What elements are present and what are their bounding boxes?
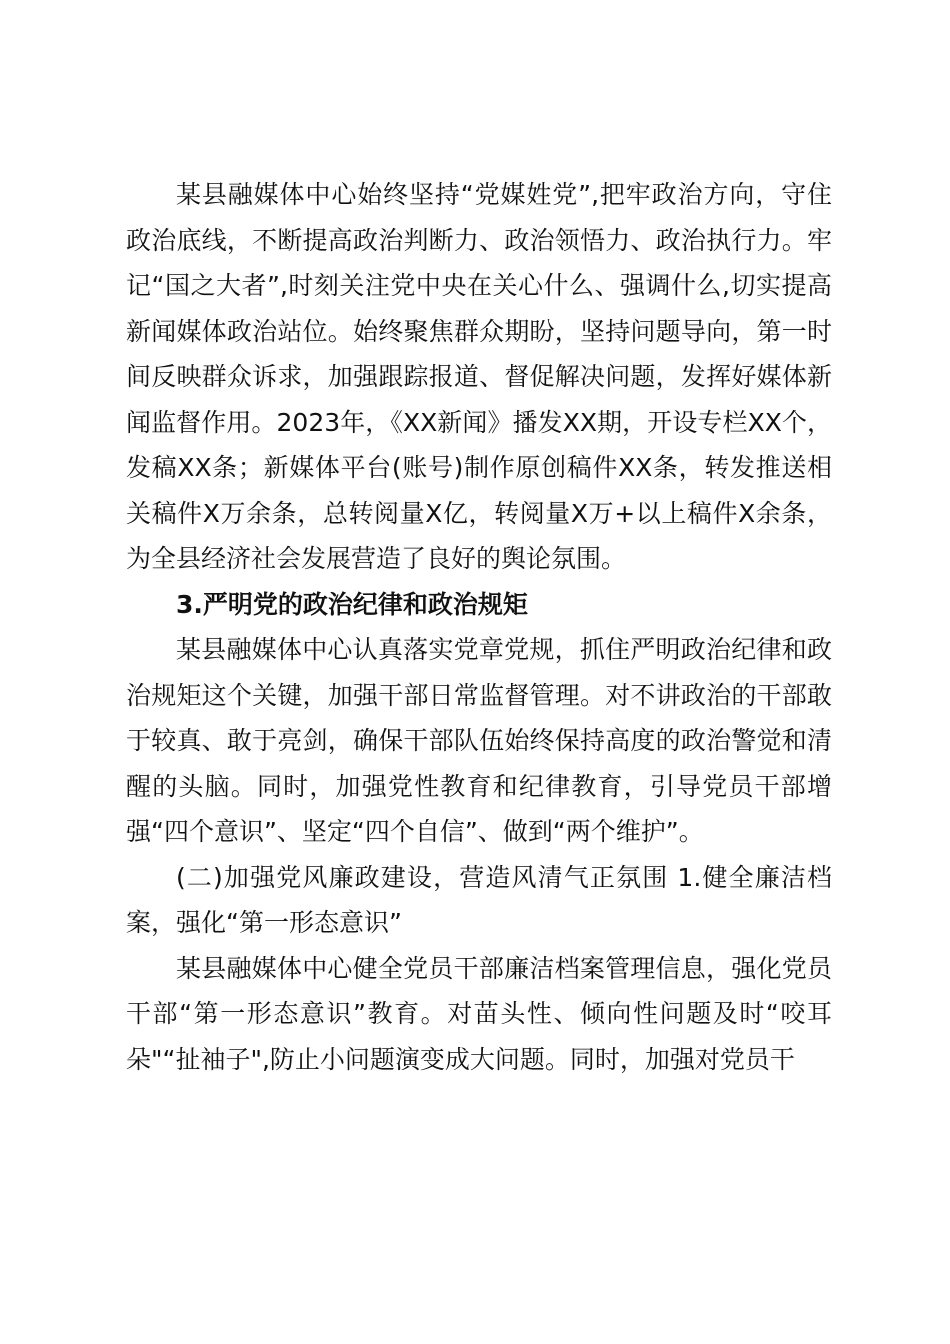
paragraph-integrity-archives: 某县融媒体中心健全党员干部廉洁档案管理信息，强化党员干部“第一形态意识”教育。对苗头性、倾向性问题及时“咬耳朵"“扯袖子",防止小问题演变成大问题。同时，加强对党员干 xyxy=(126,953,832,1074)
paragraph-integrity-heading: (二)加强党风廉政建设，营造风清气正氛围 1.健全廉洁档案，强化“第一形态意识” xyxy=(126,862,832,937)
document-body xyxy=(126,172,832,1082)
paragraph-political-discipline: 某县融媒体中心认真落实党章党规，抓住严明政治纪律和政治规矩这个关键，加强干部日常监督管理。对不讲政治的干部敢于较真、敢于亮剑，确保干部队伍始终保持高度的政治警觉和清醒的头脑。同时，加强党性教育和纪律教育，引导党员干部增强“四个意识”、坚定“四个自信”、做到“两个维护”。 xyxy=(126,635,832,846)
paragraph-media-politics: 某县融媒体中心始终坚持“党媒姓党”,把牢政治方向，守住政治底线，不断提高政治判断力、政治领悟力、政治执行力。牢记“国之大者”,时刻关注党中央在关心什么、强调什么,切实提高新闻媒体政治站位。始终聚焦群众期盼，坚持问题导向，第一时间反映群众诉求，加强跟踪报道、督促解决问题，发挥好媒体新闻监督作用。2023年，《XX新闻》播发XX期，开设专栏XX个，发稿XX条；新媒体平台(账号)制作原创稿件XX条，转发推送相关稿件X万余条，总转阅量X亿，转阅量X万+以上稿件X余条，为全县经济社会发展营造了良好的舆论氛围。 xyxy=(126,180,832,573)
section-heading-political-discipline: 3.严明党的政治纪律和政治规矩 xyxy=(176,589,528,619)
